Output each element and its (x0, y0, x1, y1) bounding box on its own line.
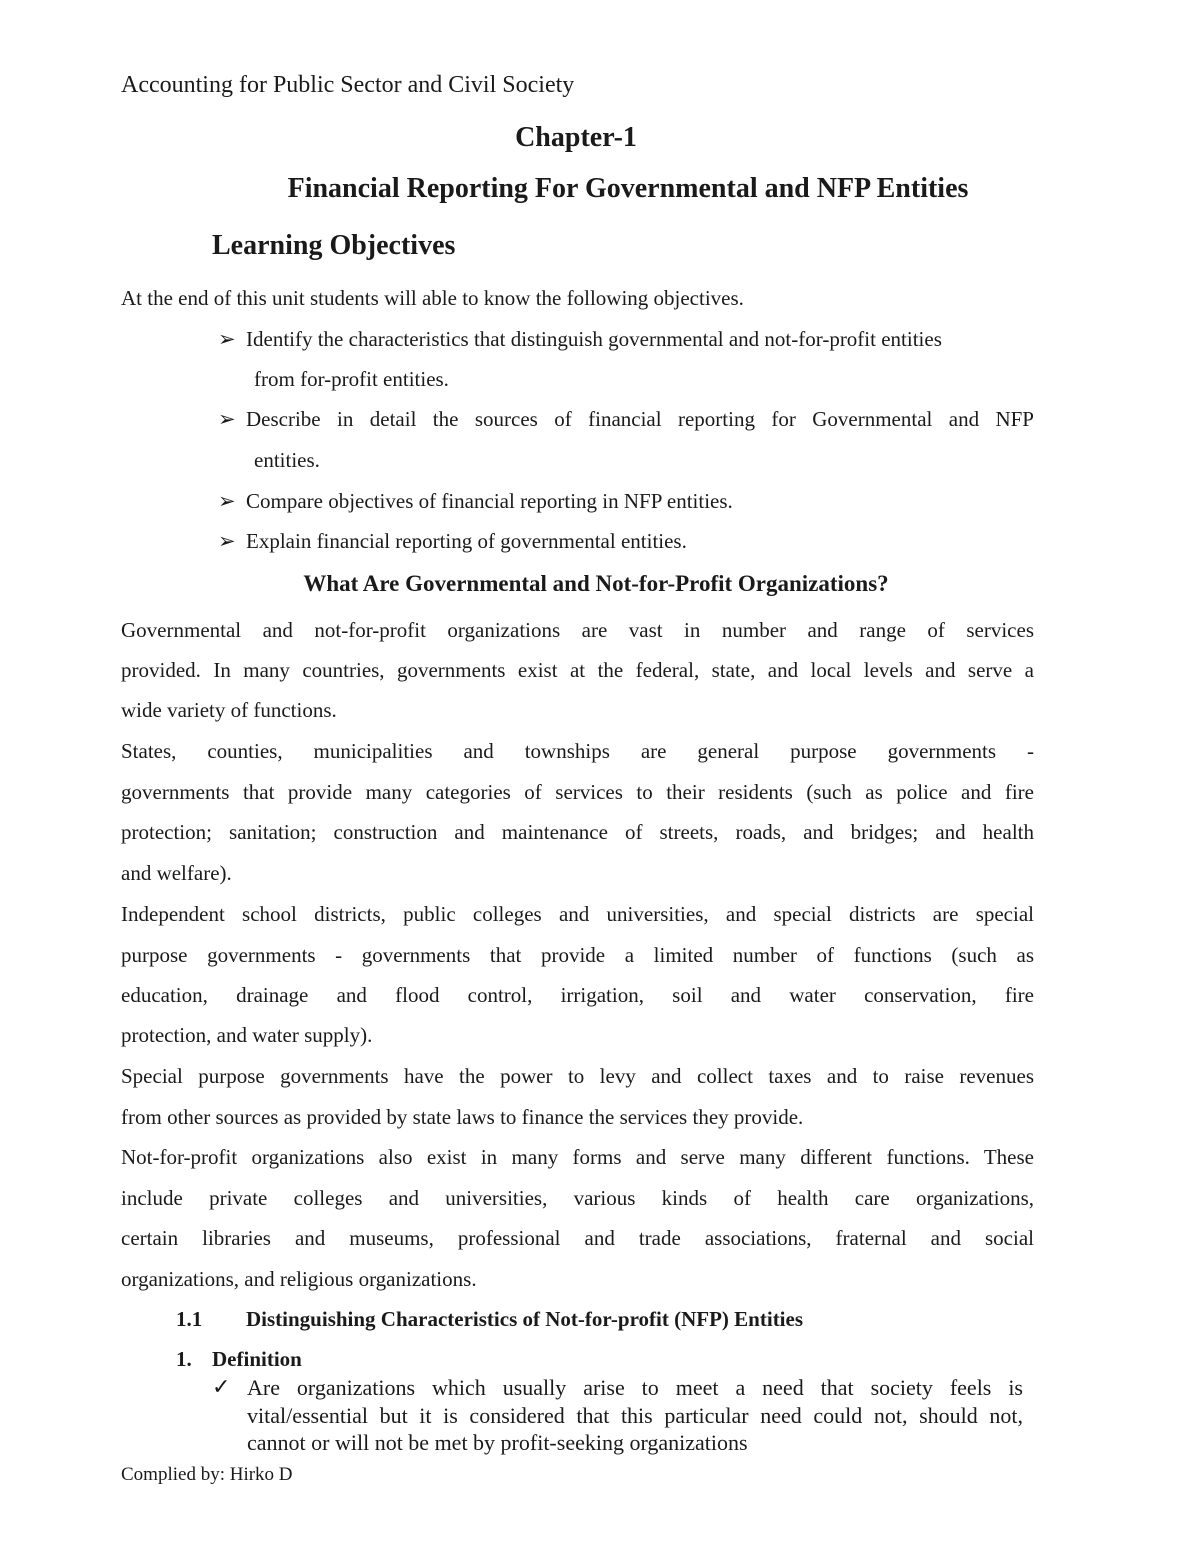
objective-item-2-cont: entities. (254, 448, 320, 472)
objective-text: Describe in detail the sources of financial reporting for Governmental and NFP (246, 407, 1034, 431)
objective-text: Identify the characteristics that distinguish governmental and not-for-profit entities (246, 327, 942, 351)
objective-item-1-cont: from for-profit entities. (254, 367, 449, 391)
arrow-bullet-icon: ➢ (218, 407, 236, 431)
section-heading-what (0, 571, 1200, 597)
paragraph-line: include private colleges and universities, various kinds of health care organizations, (121, 1186, 1034, 1210)
paragraph-line: protection, and water supply). (121, 1023, 373, 1047)
definition-line: vital/essential but it is considered that this particular need could not, should not, (247, 1403, 1023, 1428)
section-heading-what-text: What Are Governmental and Not-for-Profit Organizations? (303, 571, 889, 596)
list-number: 1. (176, 1347, 192, 1371)
paragraph-line: organizations, and religious organizations. (121, 1267, 477, 1291)
objective-item-4 (218, 529, 687, 554)
paragraph-line: Special purpose governments have the power to levy and collect taxes and to raise revenues (121, 1064, 1034, 1088)
paragraph-line: governments that provide many categories of services to their residents (such as police and fire (121, 780, 1034, 804)
paragraph-line: Governmental and not-for-profit organizations are vast in number and range of services (121, 618, 1034, 642)
paragraph-line: wide variety of functions. (121, 698, 337, 722)
paragraph-line: provided. In many countries, governments exist at the federal, state, and local levels and serve a (121, 658, 1034, 682)
paragraph-line: Independent school districts, public colleges and universities, and special districts are special (121, 902, 1034, 926)
definition-title: Definition (212, 1347, 302, 1371)
arrow-bullet-icon: ➢ (218, 529, 236, 553)
paragraph-line: purpose governments - governments that provide a limited number of functions (such as (121, 943, 1034, 967)
chapter-title (0, 173, 1200, 205)
definition-line: cannot or will not be met by profit-seeking organizations (247, 1430, 748, 1455)
definition-heading (176, 1347, 302, 1372)
chapter-title-text: Financial Reporting For Governmental and NFP Entities (287, 173, 969, 204)
paragraph-line: protection; sanitation; construction and maintenance of streets, roads, and bridges; and health (121, 820, 1034, 844)
objective-item-3 (218, 489, 733, 514)
arrow-bullet-icon: ➢ (218, 489, 236, 513)
section-1-1-heading (176, 1307, 803, 1332)
chapter-label (0, 122, 1200, 154)
paragraph-line: and welfare). (121, 861, 232, 885)
chapter-label-text: Chapter-1 (515, 122, 637, 153)
footer-compiler: Complied by: Hirko D (121, 1464, 293, 1485)
paragraph-line: certain libraries and museums, professional and trade associations, fraternal and social (121, 1226, 1034, 1250)
objectives-intro: At the end of this unit students will able to know the following objectives. (121, 286, 744, 310)
paragraph-line: Not-for-profit organizations also exist in many forms and serve many different functions. These (121, 1145, 1034, 1169)
objective-text: Compare objectives of financial reporting in NFP entities. (246, 489, 733, 513)
objective-text: Explain financial reporting of governmental entities. (246, 529, 687, 553)
learning-objectives-heading: Learning Objectives (212, 230, 456, 261)
checkmark-icon: ✓ (212, 1374, 231, 1399)
section-title: Distinguishing Characteristics of Not-for-profit (NFP) Entities (246, 1307, 804, 1331)
objective-item-2 (218, 407, 1034, 432)
paragraph-line: education, drainage and flood control, irrigation, soil and water conservation, fire (121, 983, 1034, 1007)
paragraph-line: States, counties, municipalities and townships are general purpose governments - (121, 739, 1034, 763)
course-title: Accounting for Public Sector and Civil Society (121, 72, 575, 98)
paragraph-line: from other sources as provided by state laws to finance the services they provide. (121, 1105, 804, 1129)
section-number: 1.1 (176, 1307, 203, 1331)
objective-item-1 (218, 327, 1034, 352)
definition-line: Are organizations which usually arise to meet a need that society feels is (247, 1375, 1023, 1400)
arrow-bullet-icon: ➢ (218, 327, 236, 351)
